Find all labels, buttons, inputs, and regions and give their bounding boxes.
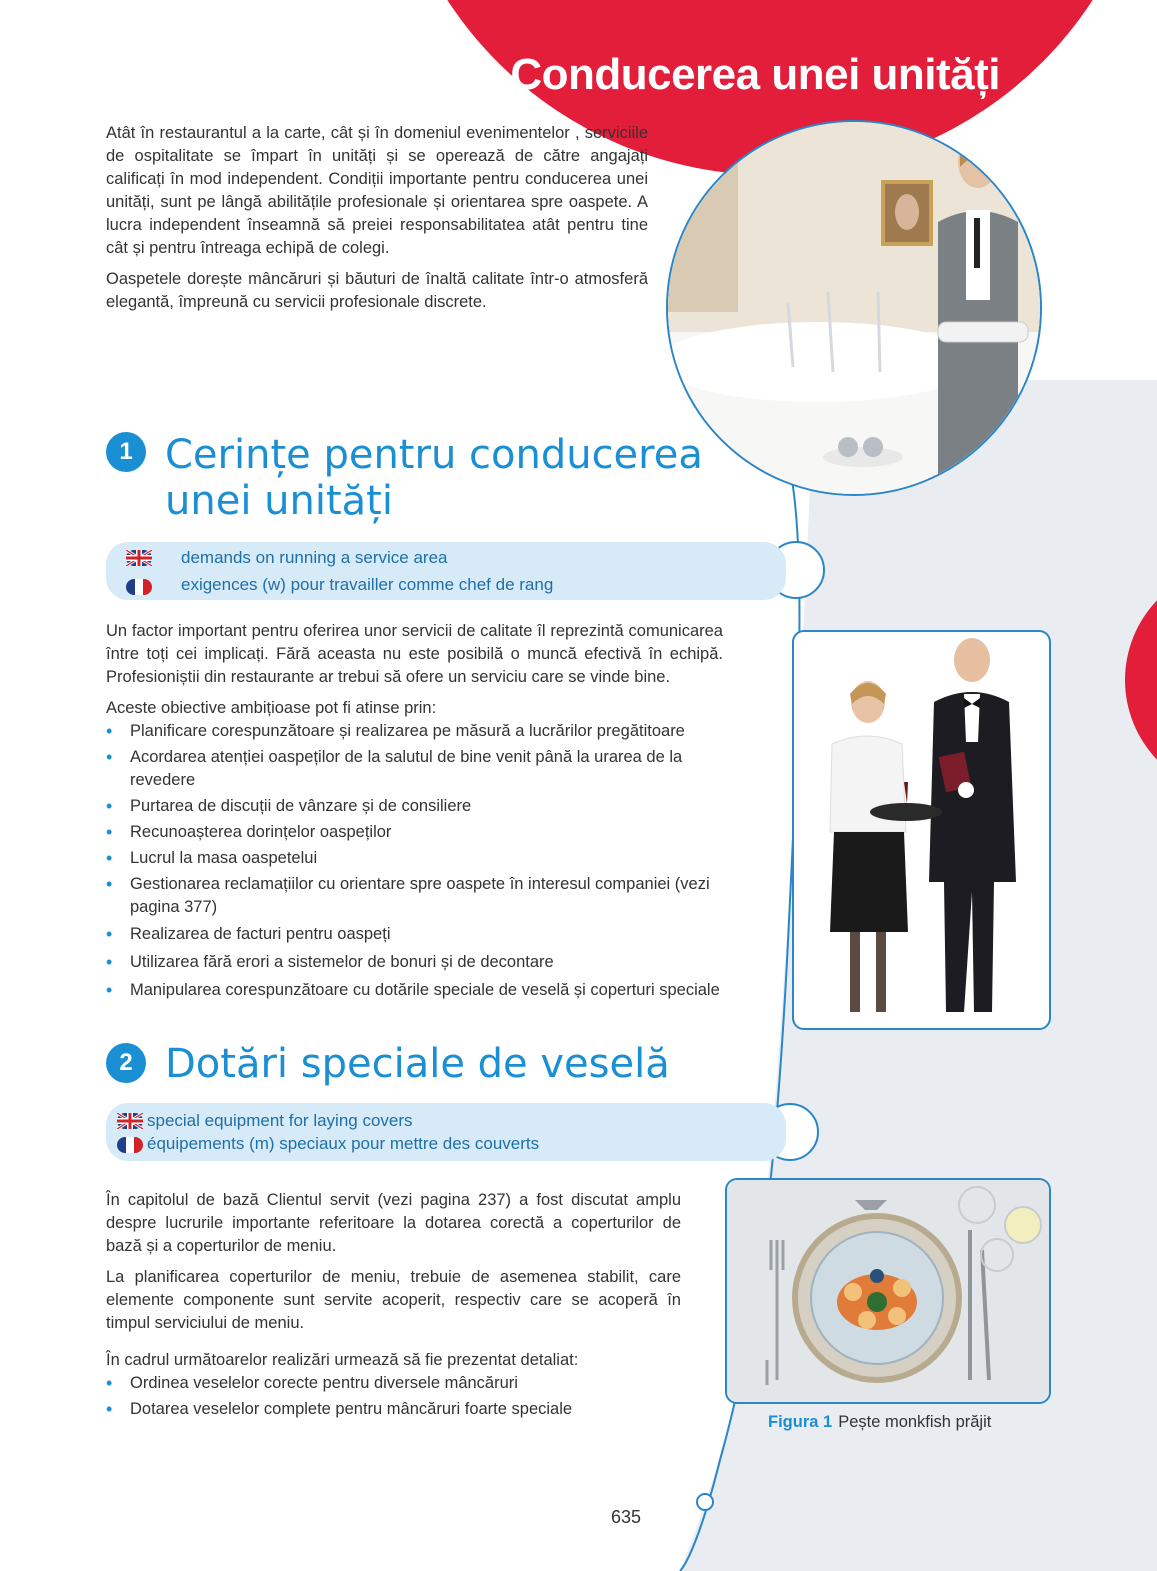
- section-1-translation-fr: exigences (w) pour travailler comme chef de rang: [181, 575, 554, 594]
- page-title: Conducerea unei unități: [510, 50, 1000, 99]
- uk-flag-icon: [126, 550, 152, 566]
- list-item: • Dotarea veselelor complete pentru mâncăruri foarte speciale: [106, 1398, 681, 1421]
- connector-circle-3: [697, 1494, 713, 1510]
- list-item: • Realizarea de facturi pentru oaspeți: [106, 923, 723, 946]
- list-item: • Ordinea veselelor corecte pentru diversele mâncăruri: [106, 1372, 681, 1395]
- section-1-list-intro: Aceste obiective ambițioase pot fi atinse prin:: [106, 699, 437, 717]
- plate-photo: [725, 1178, 1051, 1404]
- list-item: • Acordarea atenției oaspeților de la salutul de bine venit până la urarea de la revedere: [106, 746, 723, 792]
- list-item: • Manipularea corespunzătoare cu dotările speciale de veselă și coperturi speciale: [106, 979, 723, 1002]
- intro-paragraph-2: Oaspetele dorește mâncăruri și băuturi de înaltă calitate într-o atmosferă elegantă, împreună cu servicii profesionale discrete.: [106, 270, 648, 311]
- section-2-bullet-list: [106, 1372, 681, 1421]
- fr-flag-icon: [117, 1137, 143, 1153]
- intro-paragraph-1: Atât în restaurantul a la carte, cât și în domeniul evenimentelor , serviciile de ospitalitate se împart în unități și se operează de către angajați calificați în mod independent. Condiții importante pentru conducerea unei unități, sunt pe lângă abilitățile profesionale și orientarea spre oaspete. A lucra independent înseamnă să preiei responsabilitatea atât pentru tine cât și pentru întreaga echipă de colegi.: [106, 124, 648, 257]
- section-1-title-line1: Cerințe pentru conducerea: [165, 432, 703, 478]
- section-2-body: [106, 1189, 681, 1424]
- list-item: • Purtarea de discuții de vânzare și de consiliere: [106, 795, 723, 818]
- fr-flag-icon: [126, 579, 152, 595]
- section-1-bullet-list: [106, 720, 723, 1002]
- section-2-title: Dotări speciale de veselă: [165, 1041, 670, 1087]
- figure-caption: [768, 1413, 991, 1432]
- section-2-paragraph-2: La planificarea coperturilor de meniu, trebuie de asemenea stabilit, care elemente componente sunt servite acoperit, respectiv care se acoperă în timpul serviciului de meniu.: [106, 1268, 681, 1332]
- figure-label: Figura 1: [768, 1413, 833, 1431]
- section-2-number: 2: [106, 1043, 146, 1083]
- list-item: • Recunoașterea dorințelor oaspeților: [106, 821, 723, 844]
- list-item: • Gestionarea reclamațiilor cu orientare spre oaspete în interesul companiei (vezi pagina 377): [106, 873, 723, 919]
- section-2-list-intro: În cadrul următoarelor realizări urmează să fie prezentat detaliat:: [106, 1351, 579, 1369]
- list-item: • Planificare corespunzătoare și realizarea pe măsură a lucrărilor pregătitoare: [106, 720, 723, 743]
- section-2-translation-fr: équipements (m) speciaux pour mettre des couverts: [147, 1134, 540, 1153]
- section-2-paragraph-1: În capitolul de bază Clientul servit (vezi pagina 237) a fost discutat amplu despre lucrurile importante referitoare la dotarea corectă a coperturilor de bază și a coperturilor de meniu.: [106, 1191, 681, 1255]
- section-1-body: [106, 620, 723, 1005]
- uk-flag-icon: [117, 1113, 143, 1129]
- section-1-translation-en: demands on running a service area: [181, 548, 448, 567]
- section-1-number: 1: [106, 432, 146, 472]
- staff-photo: [792, 630, 1051, 1030]
- section-1-title: [165, 432, 765, 524]
- figure-caption-text: Pește monkfish prăjit: [838, 1413, 992, 1431]
- section-2-translation-en: special equipment for laying covers: [147, 1111, 413, 1130]
- list-item: • Utilizarea fără erori a sistemelor de bonuri și de decontare: [106, 951, 723, 974]
- section-1-paragraph: Un factor important pentru oferirea unor servicii de calitate îl reprezintă comunicarea între toți cei implicați. Fără aceasta nu este posibilă o muncă efectivă în echipă. Profesioniștii din restaurante ar trebui să ofere un serviciu care se vinde bine.: [106, 622, 723, 686]
- intro-text: [106, 122, 648, 322]
- list-item: • Lucrul la masa oaspetelui: [106, 847, 723, 870]
- section-1-title-line2: unei unități: [165, 478, 393, 524]
- page-number: 635: [611, 1507, 642, 1527]
